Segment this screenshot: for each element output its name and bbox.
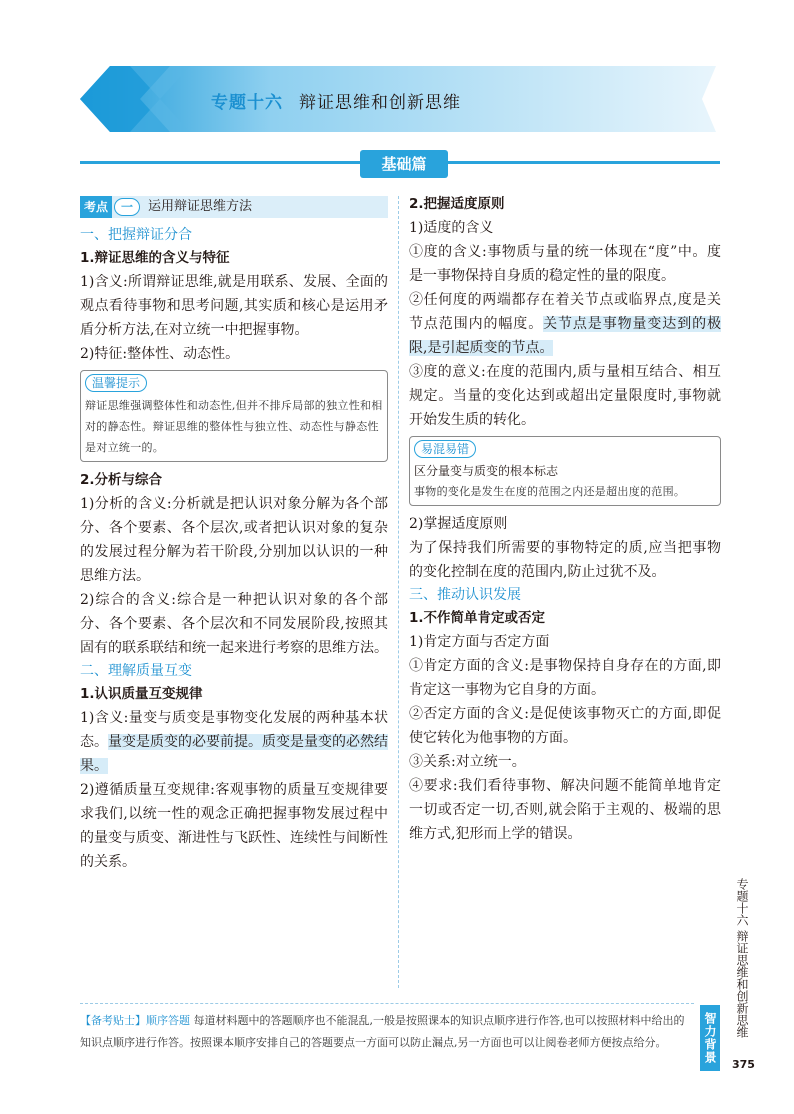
heading-2: 2.分析与综合 [80,472,163,488]
paragraph: 1)适度的含义 [409,220,494,236]
heading-2: 1.认识质量互变规律 [80,686,203,702]
tip-subtitle: 区分量变与质变的根本标志 [414,464,559,478]
paragraph: ①肯定方面的含义:是事物保持自身存在的方面,即肯定这一事物为它自身的方面。 [409,658,721,698]
tip-box [409,436,721,506]
paragraph: 2)特征:整体性、动态性。 [80,346,240,362]
paragraph: 2)掌握适度原则 [409,516,508,532]
heading-1: 二、理解质量互变 [80,663,192,679]
text-span: ②任何度的两端都存在着关节点或临界点,度是关节点范围内的幅度。 [409,292,721,332]
paragraph: 2)遵循质量互变规律:客观事物的质量互变规律要求我们,以统一性的观念正确把握事物发展过程中的量变与质变、渐进性与飞跃性、连续性与间断性的关系。 [80,782,388,870]
kaodian-number: 一 [114,198,140,216]
side-box: 智力背景 [700,1005,720,1071]
section-tab: 基础篇 [360,150,448,178]
tip-label: 易混易错 [414,440,476,458]
paragraph: ③度的意义:在度的范围内,质与量相互结合、相互规定。当量的变化达到或超出定量限度时,事物就开始发生质的转化。 [409,364,721,428]
paragraph: 1)含义:所谓辩证思维,就是用联系、发展、全面的观点看待事物和思考问题,其实质和核心是运用矛盾分析方法,在对立统一中把握事物。 [80,274,388,338]
heading-1: 三、推动认识发展 [409,587,521,603]
text-span: 1)含义:量变与质变是事物变化发展的两种基本状态。 [80,710,388,750]
paragraph: ④要求:我们看待事物、解决问题不能简单地肯定一切或否定一切,否则,就会陷于主观的、极端的思维方式,犯形而上学的错误。 [409,778,721,842]
heading-1: 一、把握辩证分合 [80,227,192,243]
paragraph [409,288,721,360]
topic-title: 辩证思维和创新思维 [299,93,461,113]
column-divider [398,196,399,988]
heading-2: 2.把握适度原则 [409,196,505,212]
right-column [409,192,721,846]
side-running-title: 专题十六 辩证思维和创新思维 [735,878,749,1038]
highlighted-text: 关节点是事物量变达到的极限,是引起质变的节点。 [409,316,722,356]
paragraph: ①度的含义:事物质与量的统一体现在“度”中。度是一事物保持自身质的稳定性的量的限度。 [409,244,721,284]
paragraph: 1)肯定方面与否定方面 [409,634,550,650]
topic-number: 专题十六 [211,93,283,113]
left-column [80,192,388,874]
footer-label: 【备考贴士】顺序答题 [80,1014,190,1027]
paragraph: 2)综合的含义:综合是一种把认识对象的各个部分、各个要素、各个层次和不同发展阶段,按照其固有的联系联结和统一起来进行考察的思维方法。 [80,592,388,656]
paragraph: 1)分析的含义:分析就是把认识对象分解为各个部分、各个要素、各个层次,或者把认识对象的复杂的发展过程分解为若干阶段,分别加以认识的一种思维方法。 [80,496,388,584]
kaodian-title: 运用辩证思维方法 [148,199,253,214]
kaodian-bar [80,196,388,218]
tip-text: 辩证思维强调整体性和动态性,但并不排斥局部的独立性和相对的静态性。辩证思维的整体性与独立性、动态性与静态性是对立统一的。 [85,399,383,454]
tip-label: 温馨提示 [85,374,147,392]
paragraph: ③关系:对立统一。 [409,754,526,770]
page-title [211,88,461,113]
kaodian-tag: 考点 [80,196,112,218]
page-number: 375 [732,1058,755,1071]
heading-2: 1.辩证思维的含义与特征 [80,250,230,266]
paragraph [80,706,388,778]
highlighted-text: 量变是质变的必要前提。质变是量变的必然结果。 [80,734,388,774]
tip-box [80,370,388,462]
paragraph: 为了保持我们所需要的事物特定的质,应当把事物的变化控制在度的范围内,防止过犹不及。 [409,540,721,580]
heading-2: 1.不作简单肯定或否定 [409,610,546,626]
footer-tip [80,1003,694,1054]
paragraph: ②否定方面的含义:是促使该事物灭亡的方面,即促使它转化为他事物的方面。 [409,706,721,746]
tip-text: 事物的变化是发生在度的范围之内还是超出度的范围。 [414,485,686,498]
footer-text: 每道材料题中的答题顺序也不能混乱,一般是按照课本的知识点顺序进行作答,也可以按照材料中给出的知识点顺序进行作答。按照课本顺序安排自己的答题要点一方面可以防止漏点,另一方面也可以让阅卷老师方便按点给分。 [80,1014,685,1049]
